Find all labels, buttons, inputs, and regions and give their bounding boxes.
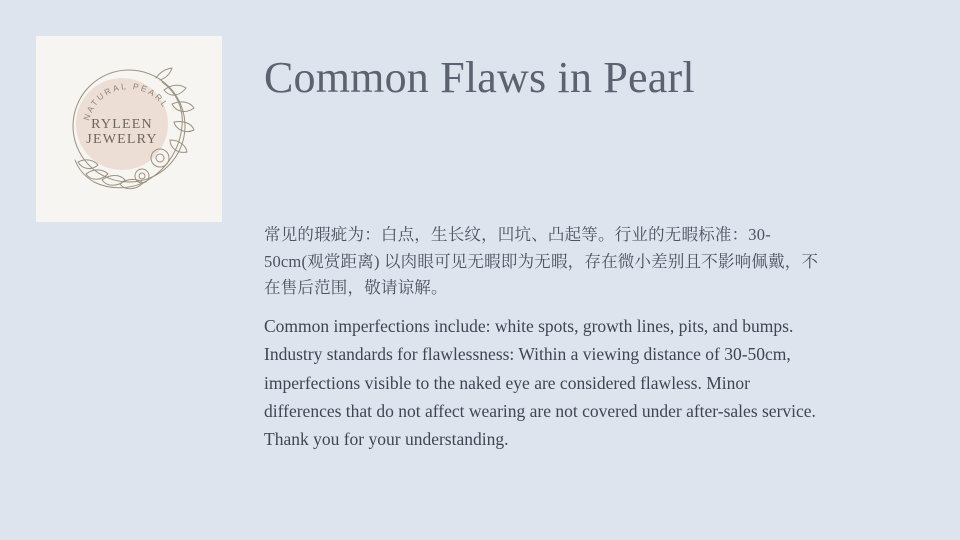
ryleen-jewelry-logo-icon [44,44,214,214]
page-title: Common Flaws in Pearl [264,53,695,102]
svg-text:RYLEEN: RYLEEN [91,117,153,132]
svg-text:JEWELRY: JEWELRY [86,132,158,147]
body-paragraph-english: Common imperfections include: white spots, growth lines, pits, and bumps. Industry standards for flawlessness: Within a viewing distance of 30-50cm, imperfections visible to the naked eye are considered flawless. Minor differences that do not affect wearing are not covered under after-sales service. Thank you for your understanding. [264,316,816,450]
logo-card [36,36,222,222]
svg-text:NATURAL PEARL: NATURAL PEARL [81,80,171,122]
body-paragraph-chinese: 常见的瑕疵为：白点，生长纹，凹坑、凸起等。行业的无暇标准：30-50cm(观赏距离) 以肉眼可见无暇即为无暇，存在微小差别且不影响佩戴，不在售后范围，敬请谅解。 [264,225,819,298]
